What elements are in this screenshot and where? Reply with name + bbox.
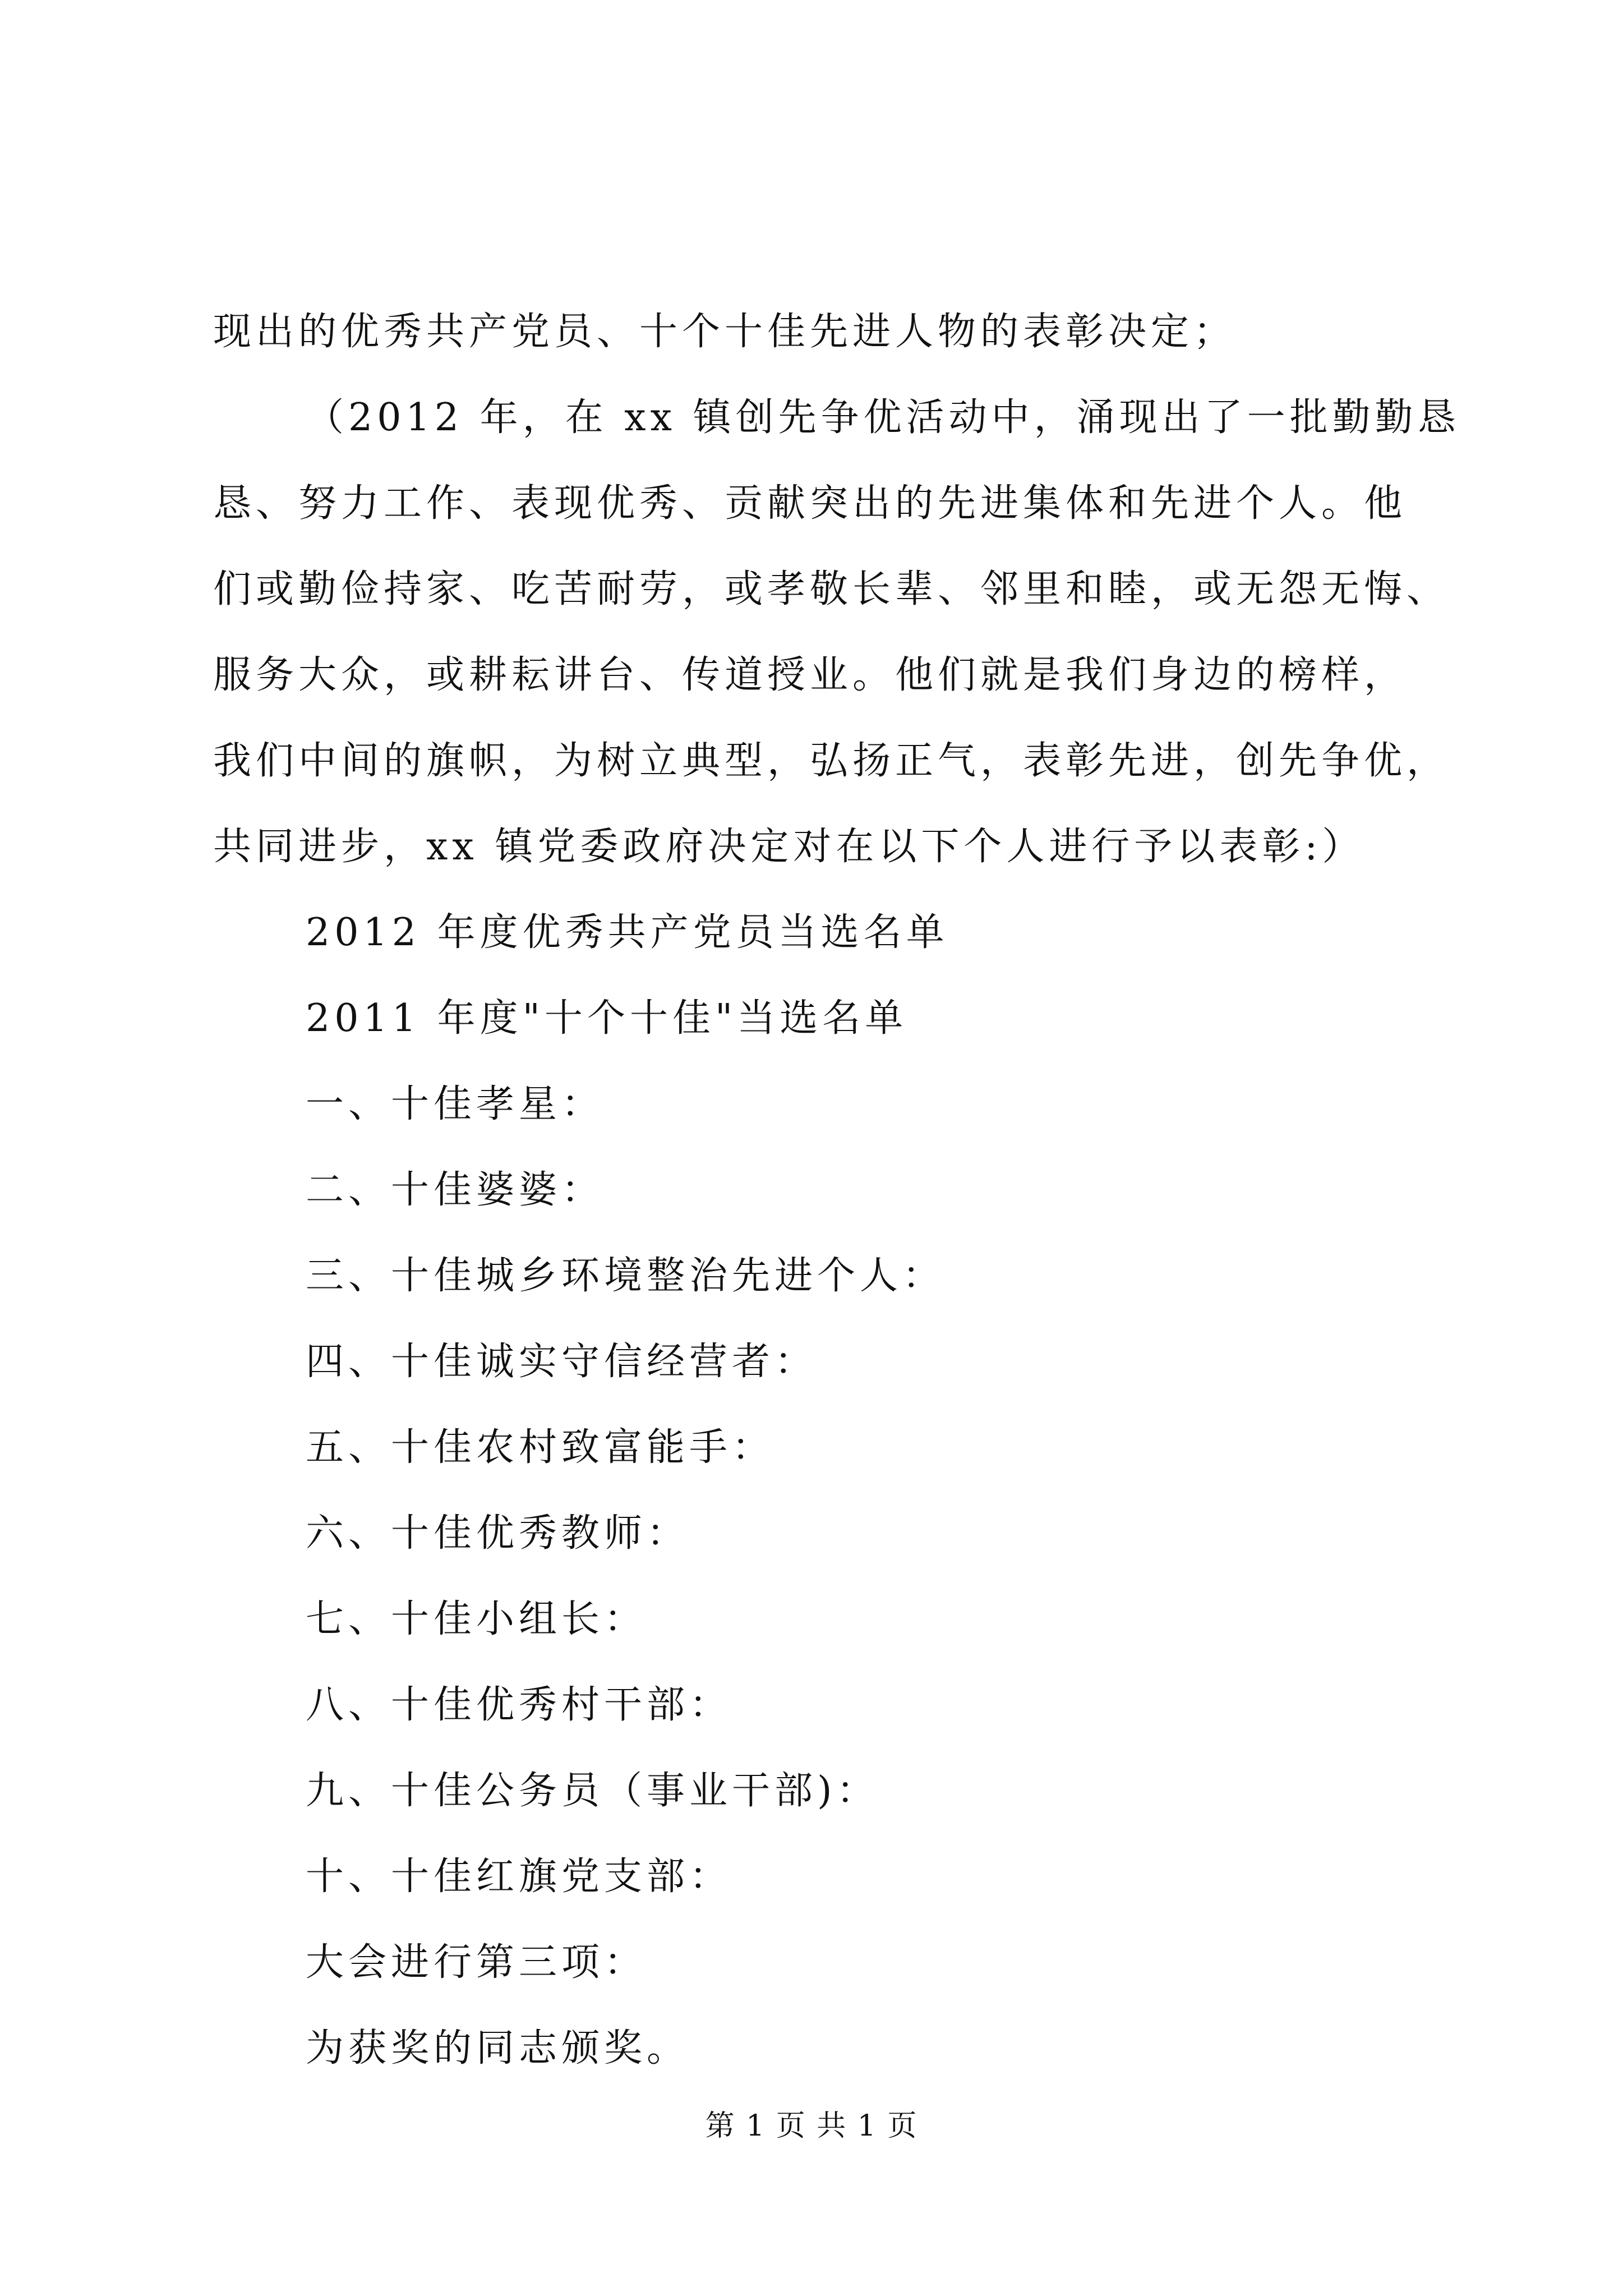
paragraph-line: 服务大众，或耕耘讲台、传道授业。他们就是我们身边的榜样，: [213, 653, 1407, 697]
agenda-item: 大会进行第三项：: [306, 1940, 647, 1985]
list-item: 五、十佳农村致富能手：: [306, 1425, 775, 1470]
page-footer: 第 1 页 共 1 页: [705, 2109, 918, 2143]
agenda-action: 为获奖的同志颁奖。: [306, 2026, 690, 2070]
list-item: 一、十佳孝星：: [306, 1082, 605, 1126]
paragraph-line: 我们中间的旗帜，为树立典型，弘扬正气，表彰先进，创先争优，: [213, 739, 1450, 783]
list-item: 三、十佳城乡环境整治先进个人：: [306, 1254, 946, 1298]
paragraph-line: 们或勤俭持家、吃苦耐劳，或孝敬长辈、邻里和睦，或无怨无悔、: [213, 567, 1450, 611]
list-title-2011: 2011 年度"十个十佳"当选名单: [306, 996, 908, 1041]
paragraph-line: 现出的优秀共产党员、十个十佳先进人物的表彰决定；: [213, 310, 1237, 354]
list-item: 九、十佳公务员（事业干部)：: [306, 1769, 879, 1813]
paragraph-line: 恳、努力工作、表现优秀、贡献突出的先进集体和先进个人。他: [213, 481, 1407, 526]
list-item: 二、十佳婆婆：: [306, 1168, 605, 1212]
list-item: 四、十佳诚实守信经营者：: [306, 1340, 818, 1384]
list-item: 七、十佳小组长：: [306, 1597, 647, 1641]
paragraph-line: 共同进步，xx 镇党委政府决定对在以下个人进行予以表彰:）: [213, 825, 1365, 869]
list-item: 六、十佳优秀教师：: [306, 1511, 690, 1556]
list-title-2012: 2012 年度优秀共产党员当选名单: [306, 910, 949, 955]
list-item: 十、十佳红旗党支部：: [306, 1855, 732, 1899]
list-item: 八、十佳优秀村干部：: [306, 1683, 732, 1727]
paragraph-line: （2012 年，在 xx 镇创先争优活动中，涌现出了一批勤勤恳: [306, 395, 1460, 440]
